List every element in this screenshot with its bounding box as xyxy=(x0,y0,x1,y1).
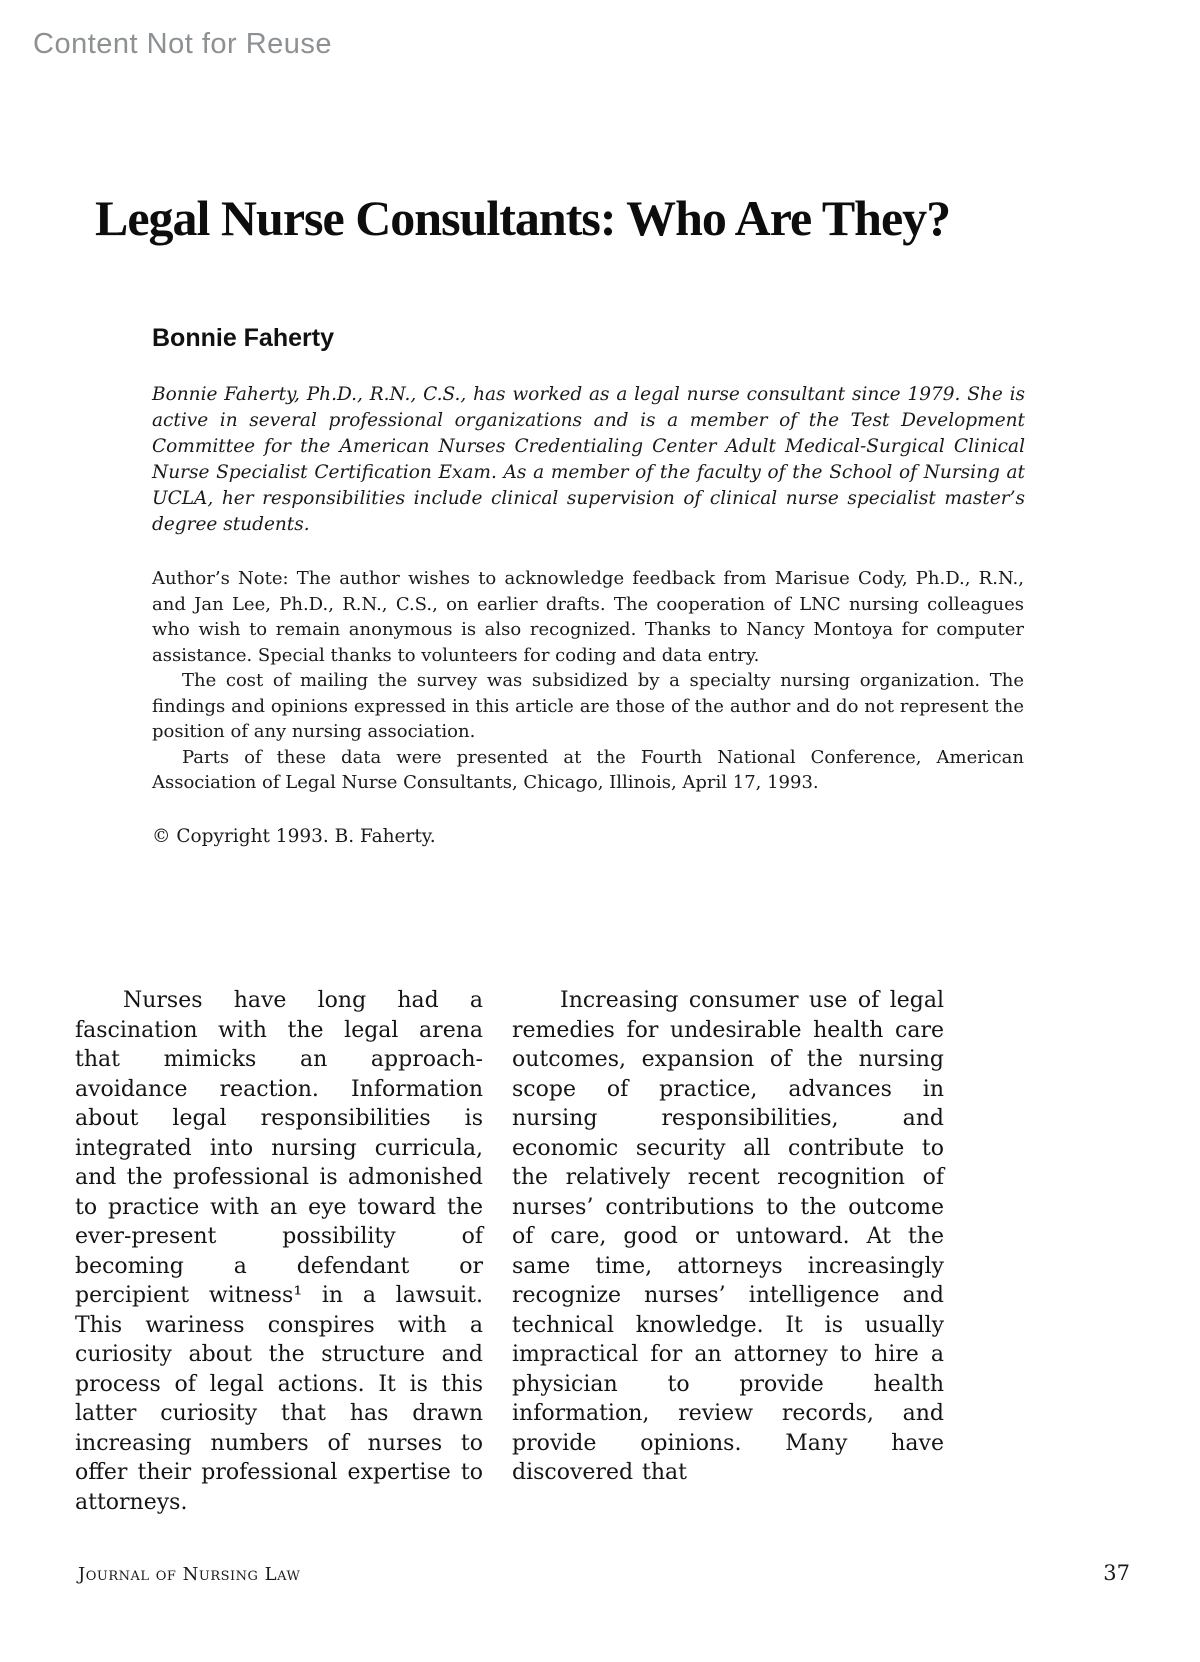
content-not-for-reuse-watermark: Content Not for Reuse xyxy=(33,28,333,60)
authors-note-paragraph-1: Author’s Note: The author wishes to acknowledge feedback from Marisue Cody, Ph.D., R.N., and Jan Lee, Ph.D., R.N., C.S., on earlier drafts. The cooperation of LNC nursing colleagues who wish to remain anonymous is also recognized. Thanks to Nancy Montoya for computer assistance. Special thanks to volunteers for coding and data entry. xyxy=(152,568,1024,666)
body-column-right: Increasing consumer use of legal remedies for undesirable health care outcomes, expansion of the nursing scope of practice, advances in nursing responsibilities, and economic security all contribute to the relatively recent recognition of nurses’ contributions to the outcome of care, good or untoward. At the same time, attorneys increasingly recognize nurses’ intelligence and technical knowledge. It is usually impractical for an attorney to hire a physician to provide health information, review records, and provide opinions. Many have discovered that xyxy=(512,988,944,1485)
author-name: Bonnie Faherty xyxy=(152,324,334,352)
article-title: Legal Nurse Consultants: Who Are They? xyxy=(95,190,951,246)
authors-note-paragraph-2: The cost of mailing the survey was subsidized by a specialty nursing organization. The findings and opinions expressed in this article are those of the author and do not represent the position of any nursing association. xyxy=(152,670,1024,742)
authors-note-paragraph-3: Parts of these data were presented at the Fourth National Conference, American Association of Legal Nurse Consultants, Chicago, Illinois, April 17, 1993. xyxy=(152,746,1024,793)
copyright-line: © Copyright 1993. B. Faherty. xyxy=(152,826,436,847)
body-column-left: Nurses have long had a fascination with the legal arena that mimicks an approach-avoidance reaction. Information about legal responsibilities is integrated into nursing curricula, and the professional is admonished to practice with an eye toward the ever-present possibility of becoming a defendant or percipient witness¹ in a lawsuit. This wariness conspires with a curiosity about the structure and process of legal actions. It is this latter curiosity that has drawn increasing numbers of nurses to offer their professional expertise to attorneys. xyxy=(75,988,483,1515)
journal-name: Journal of Nursing Law xyxy=(78,1564,301,1585)
author-bio: Bonnie Faherty, Ph.D., R.N., C.S., has worked as a legal nurse consultant since 1979. She is active in several professional organizations and is a member of the Test Development Committee for the American Nurses Credentialing Center Adult Medical-Surgical Clinical Nurse Specialist Certification Exam. As a member of the faculty of the School of Nursing at UCLA, her responsibilities include clinical supervision of clinical nurse specialist master’s degree students. xyxy=(152,384,1025,535)
page-footer xyxy=(78,1561,1130,1585)
page-number: 37 xyxy=(1103,1561,1130,1585)
authors-note xyxy=(152,566,1024,796)
